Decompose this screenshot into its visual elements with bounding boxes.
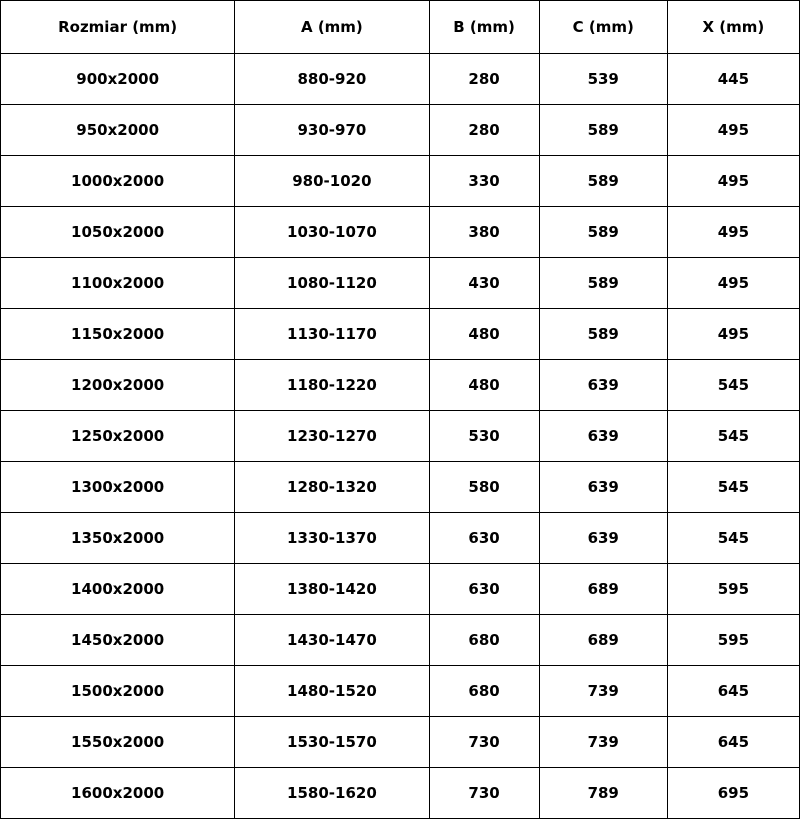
cell-c: 539 <box>539 54 667 105</box>
cell-a: 880-920 <box>235 54 429 105</box>
cell-c: 589 <box>539 309 667 360</box>
cell-rozmiar: 1400x2000 <box>1 564 235 615</box>
cell-c: 589 <box>539 105 667 156</box>
cell-a: 1480-1520 <box>235 666 429 717</box>
cell-b: 630 <box>429 513 539 564</box>
cell-x: 545 <box>667 462 799 513</box>
cell-c: 639 <box>539 411 667 462</box>
cell-rozmiar: 1150x2000 <box>1 309 235 360</box>
table-header-row <box>1 1 800 54</box>
table-body <box>1 54 800 819</box>
cell-b: 330 <box>429 156 539 207</box>
table-row <box>1 564 800 615</box>
cell-a: 1080-1120 <box>235 258 429 309</box>
cell-b: 380 <box>429 207 539 258</box>
cell-rozmiar: 1550x2000 <box>1 717 235 768</box>
cell-c: 739 <box>539 717 667 768</box>
table-row <box>1 207 800 258</box>
cell-rozmiar: 900x2000 <box>1 54 235 105</box>
table-row <box>1 513 800 564</box>
cell-b: 480 <box>429 360 539 411</box>
cell-x: 545 <box>667 513 799 564</box>
cell-c: 639 <box>539 360 667 411</box>
cell-rozmiar: 1350x2000 <box>1 513 235 564</box>
cell-b: 480 <box>429 309 539 360</box>
table-row <box>1 615 800 666</box>
table-row <box>1 105 800 156</box>
cell-c: 789 <box>539 768 667 819</box>
cell-a: 1380-1420 <box>235 564 429 615</box>
cell-x: 545 <box>667 411 799 462</box>
cell-c: 739 <box>539 666 667 717</box>
column-header-a: A (mm) <box>235 1 429 54</box>
cell-rozmiar: 1250x2000 <box>1 411 235 462</box>
cell-b: 680 <box>429 666 539 717</box>
table-row <box>1 768 800 819</box>
cell-x: 495 <box>667 156 799 207</box>
table-row <box>1 717 800 768</box>
cell-rozmiar: 1450x2000 <box>1 615 235 666</box>
table-row <box>1 258 800 309</box>
cell-c: 639 <box>539 513 667 564</box>
table-row <box>1 360 800 411</box>
cell-rozmiar: 950x2000 <box>1 105 235 156</box>
column-header-c: C (mm) <box>539 1 667 54</box>
cell-x: 495 <box>667 309 799 360</box>
cell-a: 980-1020 <box>235 156 429 207</box>
cell-b: 280 <box>429 105 539 156</box>
cell-rozmiar: 1300x2000 <box>1 462 235 513</box>
cell-a: 1580-1620 <box>235 768 429 819</box>
cell-a: 1430-1470 <box>235 615 429 666</box>
table-row <box>1 666 800 717</box>
cell-c: 589 <box>539 258 667 309</box>
cell-x: 495 <box>667 105 799 156</box>
cell-b: 680 <box>429 615 539 666</box>
cell-b: 530 <box>429 411 539 462</box>
cell-a: 930-970 <box>235 105 429 156</box>
table-header <box>1 1 800 54</box>
table-row <box>1 54 800 105</box>
cell-x: 545 <box>667 360 799 411</box>
cell-x: 645 <box>667 666 799 717</box>
cell-c: 589 <box>539 156 667 207</box>
cell-a: 1130-1170 <box>235 309 429 360</box>
cell-rozmiar: 1600x2000 <box>1 768 235 819</box>
column-header-x: X (mm) <box>667 1 799 54</box>
column-header-rozmiar: Rozmiar (mm) <box>1 1 235 54</box>
table-row <box>1 156 800 207</box>
table-row <box>1 309 800 360</box>
cell-c: 689 <box>539 615 667 666</box>
cell-a: 1230-1270 <box>235 411 429 462</box>
cell-x: 495 <box>667 207 799 258</box>
cell-a: 1280-1320 <box>235 462 429 513</box>
cell-a: 1330-1370 <box>235 513 429 564</box>
cell-b: 730 <box>429 717 539 768</box>
cell-rozmiar: 1500x2000 <box>1 666 235 717</box>
table-row <box>1 411 800 462</box>
cell-rozmiar: 1050x2000 <box>1 207 235 258</box>
cell-rozmiar: 1200x2000 <box>1 360 235 411</box>
cell-rozmiar: 1100x2000 <box>1 258 235 309</box>
cell-b: 430 <box>429 258 539 309</box>
cell-a: 1180-1220 <box>235 360 429 411</box>
cell-x: 495 <box>667 258 799 309</box>
cell-b: 630 <box>429 564 539 615</box>
cell-rozmiar: 1000x2000 <box>1 156 235 207</box>
cell-b: 280 <box>429 54 539 105</box>
cell-x: 595 <box>667 564 799 615</box>
cell-c: 689 <box>539 564 667 615</box>
cell-x: 695 <box>667 768 799 819</box>
cell-b: 730 <box>429 768 539 819</box>
cell-x: 595 <box>667 615 799 666</box>
column-header-b: B (mm) <box>429 1 539 54</box>
cell-a: 1030-1070 <box>235 207 429 258</box>
table-row <box>1 462 800 513</box>
cell-x: 445 <box>667 54 799 105</box>
cell-c: 639 <box>539 462 667 513</box>
cell-a: 1530-1570 <box>235 717 429 768</box>
cell-b: 580 <box>429 462 539 513</box>
cell-c: 589 <box>539 207 667 258</box>
cell-x: 645 <box>667 717 799 768</box>
